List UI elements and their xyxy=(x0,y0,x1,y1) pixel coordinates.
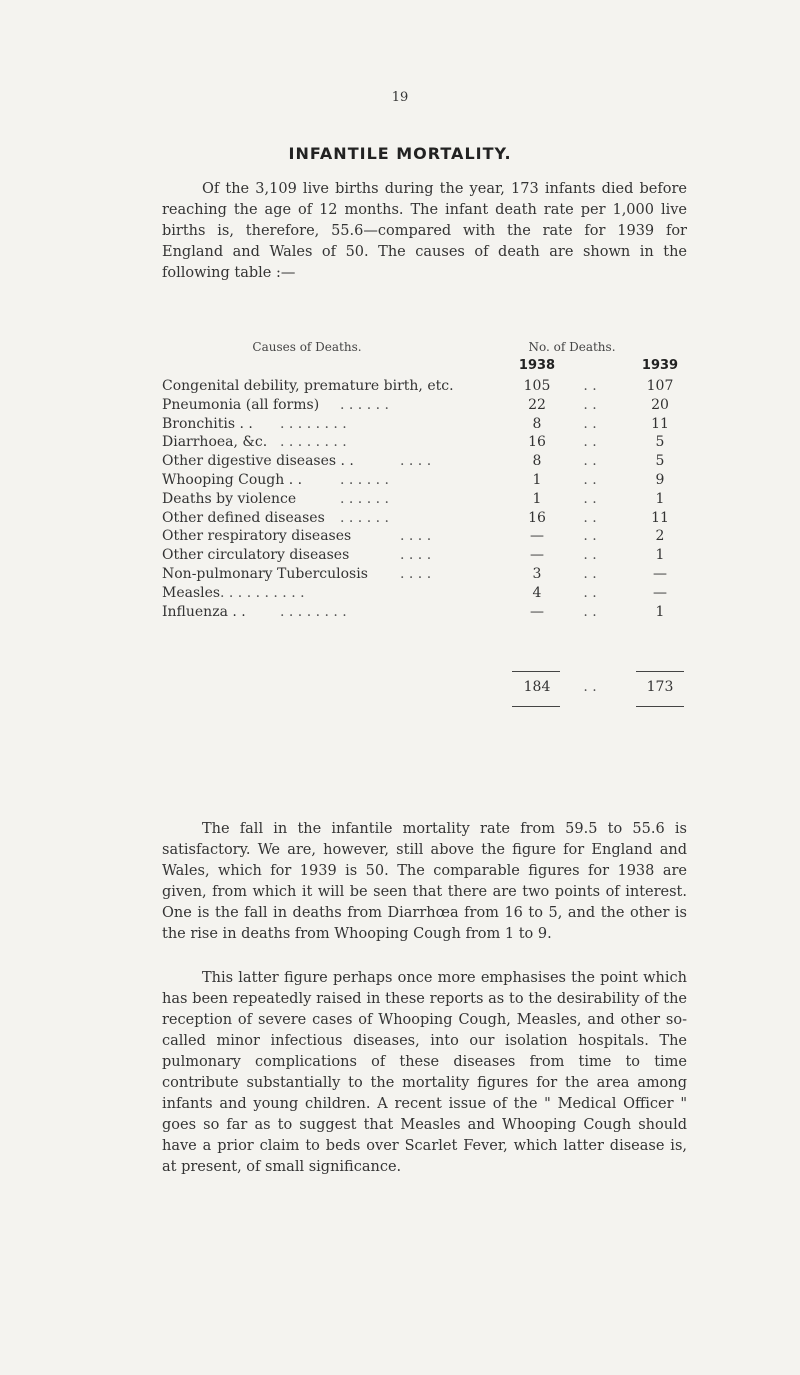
value-1938: — xyxy=(530,528,544,545)
cause-label: Other respiratory diseases xyxy=(162,528,352,545)
table-rows xyxy=(162,377,692,621)
table-row xyxy=(162,509,692,528)
cause-label: Congenital debility, premature birth, etc. xyxy=(162,378,454,394)
causes-column-header: Causes of Deaths. xyxy=(252,340,362,354)
cause-label: Non-pulmonary Tuberculosis xyxy=(162,565,368,582)
value-1938: 16 xyxy=(528,509,546,526)
dot-leader: . . . . xyxy=(400,547,432,564)
total-rule-top-1939 xyxy=(636,671,684,672)
intro-paragraph: Of the 3,109 live births during the year, 173 infants died before reaching the age of 12 months. The infant death rate per 1,000 live births is, therefore, 55.6—compared with the rate for 1939 for England and Wales of 50. The causes of death are shown in the following table :— xyxy=(162,181,687,281)
row-separator: . . xyxy=(583,565,597,582)
row-separator: . . xyxy=(583,679,597,695)
total-1939: 173 xyxy=(646,679,674,695)
row-separator: . . xyxy=(583,396,597,413)
cause-label: Other defined diseases xyxy=(162,509,325,526)
dot-leader: . . . . . . . . xyxy=(280,603,347,620)
total-rule-bottom-1938 xyxy=(512,706,560,707)
value-1939: 11 xyxy=(651,415,669,432)
row-separator: . . xyxy=(583,509,597,526)
row-separator: . . xyxy=(583,453,597,470)
dot-leader: . . . . . . . . xyxy=(280,434,347,451)
cause-label: Influenza . . xyxy=(162,603,246,620)
table-row xyxy=(162,490,692,509)
value-1939: 5 xyxy=(655,434,665,451)
value-1939: — xyxy=(653,584,667,601)
table-row xyxy=(162,433,692,452)
table-row xyxy=(162,565,692,584)
value-1938: 4 xyxy=(532,584,542,601)
value-1938: 8 xyxy=(532,453,542,470)
value-1939: 9 xyxy=(655,471,665,488)
table-row xyxy=(162,471,692,490)
row-separator: . . xyxy=(583,415,597,432)
dot-leader: . . . . . . xyxy=(340,509,389,526)
value-1939: — xyxy=(653,565,667,582)
dot-leader: . . . . . . . . . . xyxy=(220,584,305,601)
row-separator: . . xyxy=(583,603,597,620)
value-1938: 16 xyxy=(528,434,546,451)
totals-row xyxy=(162,677,692,697)
row-separator: . . xyxy=(583,471,597,488)
table-row xyxy=(162,415,692,434)
year-1938-header: 1938 xyxy=(518,358,556,373)
table-row xyxy=(162,603,692,622)
analysis-paragraph: The fall in the infantile mortality rate from 59.5 to 55.6 is satisfactory. We are, however, still above the figure for England and Wales, which for 1939 is 50. The comparable figures for 1938 are given, from which it will be seen that there are two points of interest. One is the fall in deaths from Diarrhœa from 16 to 5, and the other is the rise in deaths from Whooping Cough from 1 to 9. xyxy=(162,821,687,942)
value-1939: 1 xyxy=(655,603,665,620)
value-1938: 1 xyxy=(532,490,542,507)
cause-label: Pneumonia (all forms) xyxy=(162,396,320,413)
dot-leader: . . . . . . xyxy=(340,490,389,507)
value-1938: 105 xyxy=(523,378,551,394)
table-row xyxy=(162,377,692,396)
value-1938: — xyxy=(530,547,544,564)
row-separator: . . xyxy=(583,547,597,564)
page-number: 19 xyxy=(391,90,409,105)
value-1939: 11 xyxy=(651,509,669,526)
row-separator: . . xyxy=(583,434,597,451)
row-separator: . . xyxy=(583,584,597,601)
dot-leader: . . . . . . xyxy=(340,471,389,488)
dot-leader: . . . . xyxy=(400,565,432,582)
value-1939: 20 xyxy=(651,396,669,413)
value-1939: 2 xyxy=(655,528,665,545)
dot-leader: . . . . xyxy=(400,453,432,470)
value-1939: 5 xyxy=(655,453,665,470)
dot-leader: . . . . . . . . xyxy=(280,415,347,432)
value-1938: — xyxy=(530,603,544,620)
value-1938: 1 xyxy=(532,471,542,488)
table-row xyxy=(162,452,692,471)
row-separator: . . xyxy=(583,490,597,507)
row-separator: . . xyxy=(583,528,597,545)
total-rule-bottom-1939 xyxy=(636,706,684,707)
value-1939: 1 xyxy=(655,490,665,507)
deaths-column-header: No. of Deaths. xyxy=(528,340,616,354)
cause-label: Other digestive diseases . . xyxy=(162,453,354,470)
dot-leader: . . . . . . xyxy=(340,396,389,413)
cause-label: Other circulatory diseases xyxy=(162,547,350,564)
value-1939: 107 xyxy=(646,378,674,394)
recommendation-paragraph: This latter figure perhaps once more emphasises the point which has been repeatedly raised in these reports as to the desirability of the reception of severe cases of Whooping Cough, Measles, and other so-called minor infectious diseases, into our isolation hospitals. The pulmonary complications of these diseases from time to time contribute substantially to the mortality figures for the area among infants and young children. A recent issue of the " Medical Officer " goes so far as to suggest that Measles and Whooping Cough should have a prior claim to beds over Scarlet Fever, which latter disease is, at present, of small significance. xyxy=(162,970,687,1175)
value-1938: 22 xyxy=(528,396,546,413)
table-row xyxy=(162,584,692,603)
table-row xyxy=(162,546,692,565)
cause-label: Bronchitis . . xyxy=(162,415,253,432)
section-heading: INFANTILE MORTALITY. xyxy=(288,144,512,163)
value-1938: 3 xyxy=(532,565,542,582)
cause-label: Diarrhoea, &c. xyxy=(162,434,268,451)
cause-label: Measles xyxy=(162,584,221,601)
dot-leader: . . . . xyxy=(400,528,432,545)
table-row xyxy=(162,396,692,415)
year-1939-header: 1939 xyxy=(641,358,679,373)
value-1938: 8 xyxy=(532,415,542,432)
total-1938: 184 xyxy=(523,679,551,695)
row-separator: . . xyxy=(583,378,597,394)
cause-label: Whooping Cough . . xyxy=(162,471,303,488)
cause-label: Deaths by violence xyxy=(162,490,297,507)
total-rule-top-1938 xyxy=(512,671,560,672)
value-1939: 1 xyxy=(655,547,665,564)
table-row xyxy=(162,527,692,546)
